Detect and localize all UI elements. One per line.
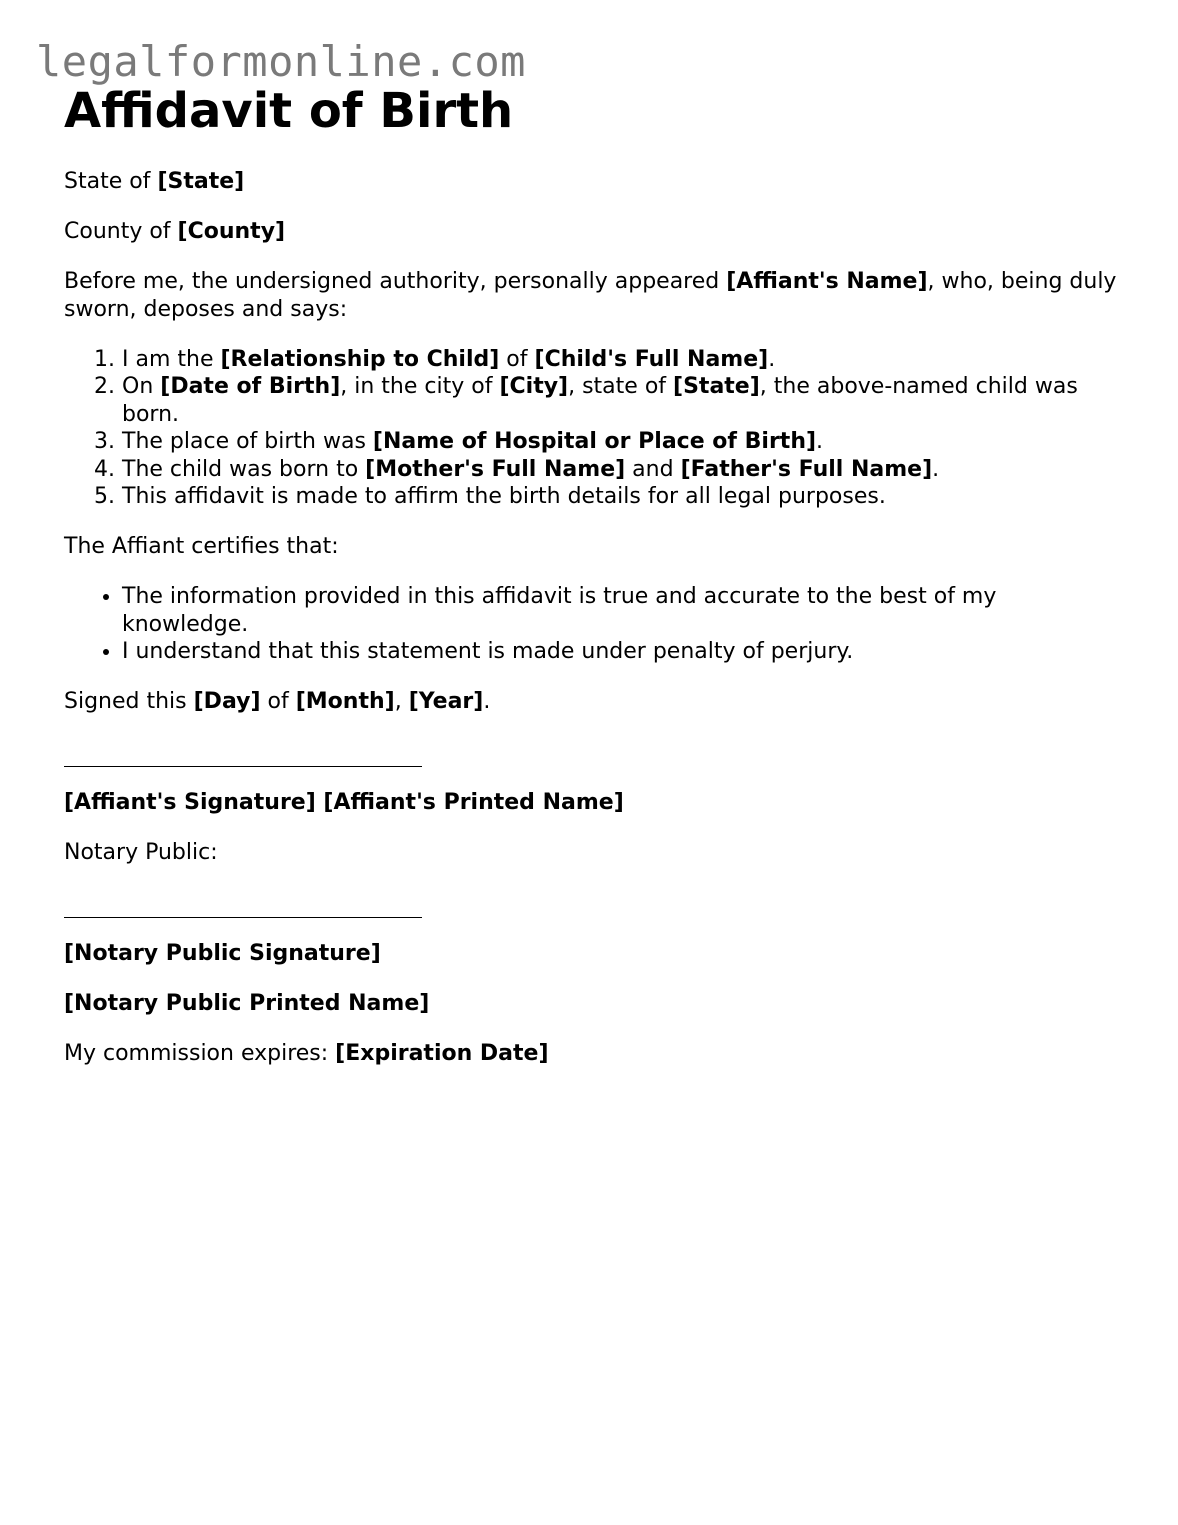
relationship-field: [Relationship to Child] <box>220 346 500 372</box>
father-name-field: [Father's Full Name] <box>680 456 933 482</box>
expiration-date-field: [Expiration Date] <box>335 1041 549 1066</box>
notary-label: Notary Public: <box>64 840 218 865</box>
statement-item-4: 4. The child was born to [Mother's Full Name] and [Father's Full Name]. <box>122 456 1124 484</box>
date-of-birth-field: [Date of Birth] <box>160 374 341 399</box>
city-field: [City] <box>499 374 569 399</box>
certifications-list <box>64 583 1124 666</box>
day-field: [Day] <box>193 689 261 714</box>
notary-signature-label: [Notary Public Signature] <box>64 941 381 966</box>
statement-item-3: 3. The place of birth was [Name of Hospital or Place of Birth]. <box>122 428 1124 456</box>
place-of-birth-field: [Name of Hospital or Place of Birth] <box>372 429 817 454</box>
birth-state-field: [State] <box>673 374 760 399</box>
commission-line: My commission expires: [Expiration Date] <box>64 1041 549 1066</box>
month-field: [Month] <box>295 689 395 714</box>
affidavit-document <box>64 80 1124 1068</box>
state-line: State of [State] <box>64 169 245 194</box>
notary-printed-name-label: [Notary Public Printed Name] <box>64 991 430 1016</box>
child-name-field: [Child's Full Name] <box>534 346 769 372</box>
state-field: [State] <box>157 169 245 194</box>
affiant-signature-label: [Affiant's Signature] [Affiant's Printed Name] <box>64 790 624 815</box>
notary-signature-line <box>64 889 422 918</box>
certification-item-2: • I understand that this statement is made under penalty of perjury. <box>122 638 1124 666</box>
intro-paragraph: Before me, the undersigned authority, personally appeared [Affiant's Name], who, being duly sworn, deposes and says: <box>64 269 1117 322</box>
affiant-name-field: [Affiant's Name] <box>726 269 928 294</box>
year-field: [Year] <box>408 689 484 714</box>
signed-line: Signed this [Day] of [Month], [Year]. <box>64 689 491 714</box>
certification-item-1: • The information provided in this affidavit is true and accurate to the best of my knowledge. <box>122 583 1124 638</box>
statement-item-5: 5. This affidavit is made to affirm the birth details for all legal purposes. <box>122 483 1124 511</box>
statement-item-1: 1. I am the [Relationship to Child] of [Child's Full Name]. <box>122 346 1124 374</box>
document-title: Affidavit of Birth <box>64 83 514 139</box>
watermark-text: legalformonline.com <box>36 37 526 86</box>
mother-name-field: [Mother's Full Name] <box>365 456 626 482</box>
affiant-signature-line <box>64 738 422 767</box>
statements-list <box>64 346 1124 511</box>
statement-item-2: 2. On [Date of Birth], in the city of [City], state of [State], the above-named child was born. <box>122 373 1124 428</box>
county-line: County of [County] <box>64 219 286 244</box>
county-field: [County] <box>177 219 286 244</box>
certifies-label: The Affiant certifies that: <box>64 534 339 559</box>
